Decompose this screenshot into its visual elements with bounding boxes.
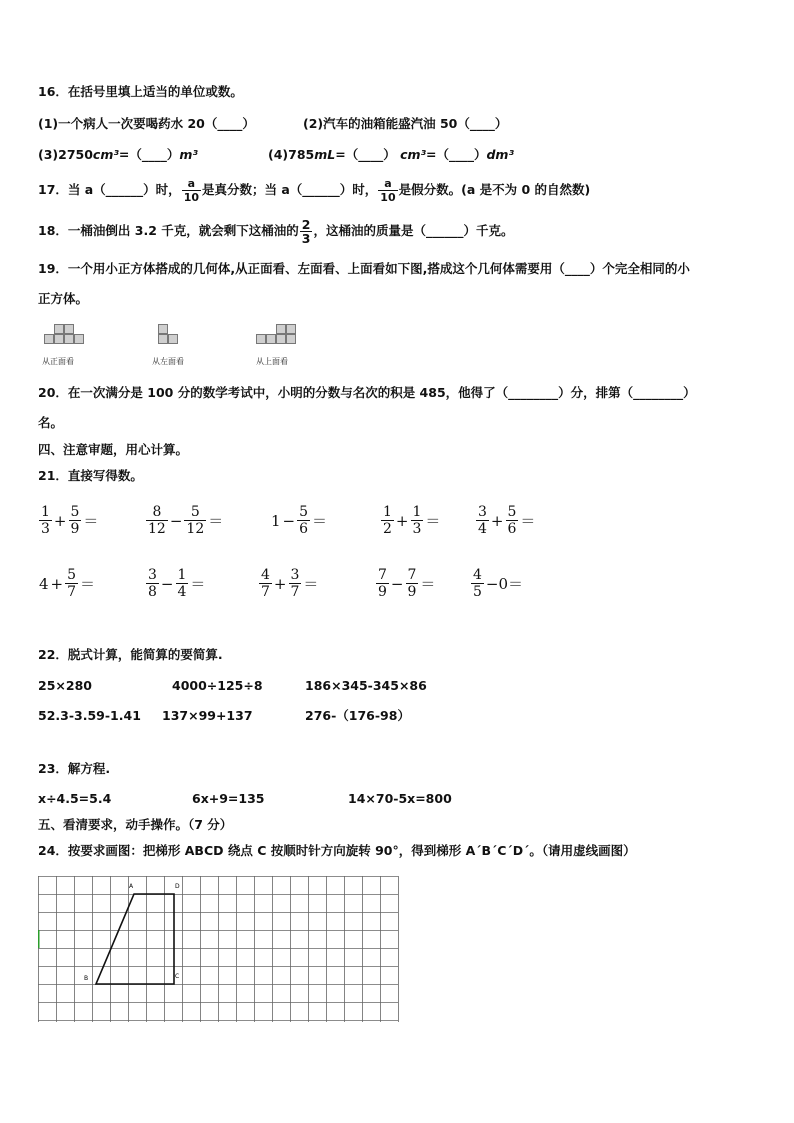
section4-heading: 四、注意审题，用心计算。 <box>38 442 189 457</box>
q22-expr3: 186×345-345×86 <box>305 678 427 693</box>
q18-frac-den: 3 <box>301 231 311 246</box>
q23-eq2: 6x+9=135 <box>192 791 265 806</box>
q21-r1-c3: 1 − $\frac{5}{6}$ ＝ <box>271 504 328 537</box>
q22-expr4: 52.3-3.59-1.41 <box>38 708 141 723</box>
q16-title: 16．在括号里填上适当的单位或数。 <box>38 84 243 99</box>
top-view-figure <box>256 324 296 348</box>
q21-r2-c3: $\frac{4}{7}$ + $\frac{3}{7}$ ＝ <box>261 567 319 600</box>
q18-frac-num: 2 <box>301 217 311 232</box>
q16-p4-blank1: =（____） <box>335 147 396 162</box>
q22-expr1: 25×280 <box>38 678 92 693</box>
q16-p4-blank2: =（____） <box>425 147 487 162</box>
q16-p4-unit3: dm³ <box>486 147 514 162</box>
vertex-c-label: C <box>175 973 180 980</box>
vertex-a-label: A <box>129 883 134 890</box>
q17-frac2-den: 10 <box>380 191 396 204</box>
q23-eq1: x÷4.5=5.4 <box>38 791 112 806</box>
q23-eq3: 14×70-5x=800 <box>348 791 452 806</box>
q18-text-b: ，这桶油的质量是（______）千克。 <box>313 223 514 238</box>
q21-r2-c1: 4 + $\frac{5}{7}$ ＝ <box>39 567 96 600</box>
q17-text-a: 17．当 a（______）时， <box>38 182 181 197</box>
q19-line2: 正方体。 <box>38 291 89 306</box>
q17-text-c: 是假分数。(a 是不为 0 的自然数) <box>398 182 591 197</box>
front-view-figure <box>44 324 84 348</box>
q21-r1-c2: $\frac{8}{12}$ − $\frac{5}{12}$ ＝ <box>148 504 224 537</box>
q19-line1: 19．一个用小正方体搭成的几何体,从正面看、左面看、上面看如下图,搭成这个几何体需要用（____）个完全相同的小 <box>38 261 690 276</box>
q18-line <box>38 216 513 246</box>
top-view-caption: 从上面看 <box>256 357 288 366</box>
q20-line1: 20．在一次满分是 100 分的数学考试中，小明的分数与名次的积是 485，他得了（________）分，排第（________） <box>38 385 696 400</box>
trapezoid-abcd <box>96 894 174 984</box>
q24-title: 24．按要求画图：把梯形 ABCD 绕点 C 按顺时针方向旋转 90°，得到梯形 A´B´C´D´。（请用虚线画图） <box>38 843 636 858</box>
q16-p4-unit1: mL <box>314 147 336 162</box>
q16-p3-blank: =（____） <box>118 147 180 162</box>
q17-frac1-den: 10 <box>183 191 199 204</box>
left-view-caption: 从左面看 <box>152 357 184 366</box>
q17-text-b: 是真分数；当 a（______）时， <box>202 182 378 197</box>
q17-fraction-1 <box>182 177 201 204</box>
q21-r1-c4: $\frac{1}{2}$ + $\frac{1}{3}$ ＝ <box>383 504 441 537</box>
q17-frac1-num: a <box>182 177 201 191</box>
q22-expr5: 137×99+137 <box>162 708 253 723</box>
q22-title: 22．脱式计算，能简算的要简算. <box>38 647 223 662</box>
q22-expr2: 4000÷125÷8 <box>172 678 263 693</box>
vertex-b-label: B <box>84 975 89 982</box>
q16-part2: (2)汽车的油箱能盛汽油 50（____） <box>303 116 508 131</box>
q16-p4-unit2: cm³ <box>400 147 426 162</box>
q24-grid-figure <box>38 876 400 1024</box>
q21-r2-c4: $\frac{7}{9}$ − $\frac{7}{9}$ ＝ <box>378 567 436 600</box>
q21-title: 21．直接写得数。 <box>38 468 143 483</box>
q16-part1: (1)一个病人一次要喝药水 20（____） <box>38 116 255 131</box>
q21-r1-c1: $\frac{1}{3}$ + $\frac{5}{9}$ ＝ <box>41 504 99 537</box>
q21-r1-c5: $\frac{3}{4}$ + $\frac{5}{6}$ ＝ <box>478 504 536 537</box>
q17-frac2-num: a <box>378 177 397 191</box>
front-view-caption: 从正面看 <box>42 357 74 366</box>
left-view-figure <box>158 324 178 348</box>
q16-p3-unit2: m³ <box>179 147 198 162</box>
q16-p3-value: (3)2750 <box>38 147 93 162</box>
q18-text-a: 18．一桶油倒出 3.2 千克，就会剩下这桶油的 <box>38 223 299 238</box>
vertex-d-label: D <box>175 883 180 890</box>
q18-fraction <box>300 218 313 245</box>
q23-title: 23．解方程. <box>38 761 111 776</box>
q16-p3-unit1: cm³ <box>92 147 119 162</box>
grid-lines <box>38 876 399 1022</box>
q17-fraction-2 <box>378 177 397 204</box>
q21-r2-c5: $\frac{4}{5}$ −0＝ <box>473 567 524 600</box>
q16-p4-value: (4)785 <box>268 147 315 162</box>
q21-r2-c2: $\frac{3}{8}$ − $\frac{1}{4}$ ＝ <box>148 567 206 600</box>
q20-line2: 名。 <box>38 415 64 430</box>
q17-line <box>38 176 590 204</box>
section5-heading: 五、看清要求，动手操作。（7 分） <box>38 817 233 832</box>
q22-expr6: 276-（176-98） <box>305 708 410 723</box>
q16-part4 <box>268 147 514 163</box>
q16-part3 <box>38 147 198 163</box>
